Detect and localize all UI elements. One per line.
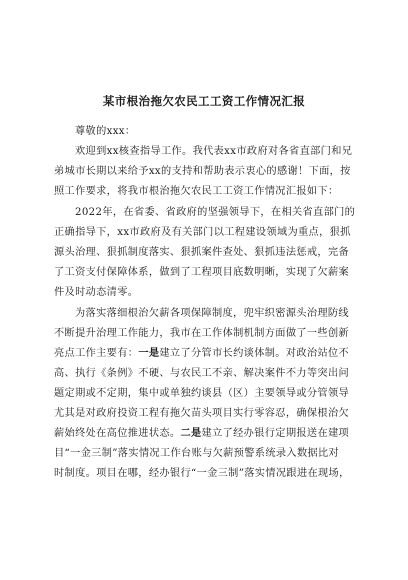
paragraph-line: 高、执行《条例》不硬、与农民工不亲、解决案件不力等突出问 — [54, 368, 350, 379]
document-title: 某市根治拖欠农民工工资工作情况汇报 — [102, 94, 306, 108]
line-text: 建立了分管市长约谈体制。对政治站位不 — [159, 348, 350, 359]
emphasis-second: 二是 — [180, 427, 202, 439]
paragraph-line: 不断提升治理工作能力，我市在工作体制机制方面做了一些创新 — [54, 328, 350, 339]
line-text: 亮点工作主要有： — [54, 348, 139, 359]
paragraph-line: 2022年，在省委、省政府的坚强领导下，在相关省直部门的 — [75, 207, 356, 218]
paragraph-line: 正确指导下，xx市政府及有关部门以工程建设领域为重点，狠抓 — [54, 227, 351, 238]
paragraph-line: 源头治理、狠抓制度落实、狠抓案件查处、狠抓违法惩戒，完备 — [54, 247, 350, 258]
paragraph-line: 欢迎到xx核查指导工作。我代表xx市政府对各省直部门和兄 — [75, 146, 353, 157]
paragraph-line: 题定期或不定期，集中或单独约谈县（区）主要领导或分管领导 — [54, 388, 350, 399]
salutation: 尊敬的xxx： — [75, 126, 136, 137]
paragraph-line: 弟城市长期以来给予xx的支持和帮助表示衷心的感谢！下面，按 — [54, 166, 351, 177]
paragraph-line: 时制度。项目在哪，经办银行“一金三制”落实情况跟进在现场， — [54, 468, 350, 479]
paragraph-line: 照工作要求，将我市根治拖欠农民工工资工作情况汇报如下： — [54, 186, 339, 197]
paragraph-line — [54, 347, 374, 360]
paragraph-line — [54, 427, 374, 440]
line-text: 建立了经办银行定期报送在建项 — [201, 428, 350, 439]
paragraph-line: 了工资支付保障体系，做到了工程项目底数明晰，实现了欠薪案 — [54, 267, 350, 278]
paragraph-line: 尤其是对政府投资工程有拖欠苗头项目实行零容忍，确保根治欠 — [54, 408, 350, 419]
emphasis-first: 一是 — [138, 347, 160, 359]
paragraph-line: 为落实落细根治欠薪各项保障制度，兜牢织密源头治理防线 — [75, 308, 349, 319]
line-text: 薪始终处在高位推进状态。 — [54, 428, 181, 439]
paragraph-line: 件及时动态清零。 — [54, 287, 139, 298]
paragraph-line: 目“一金三制”落实情况工作台账与欠薪预警系统录入数据比对 — [54, 448, 340, 459]
